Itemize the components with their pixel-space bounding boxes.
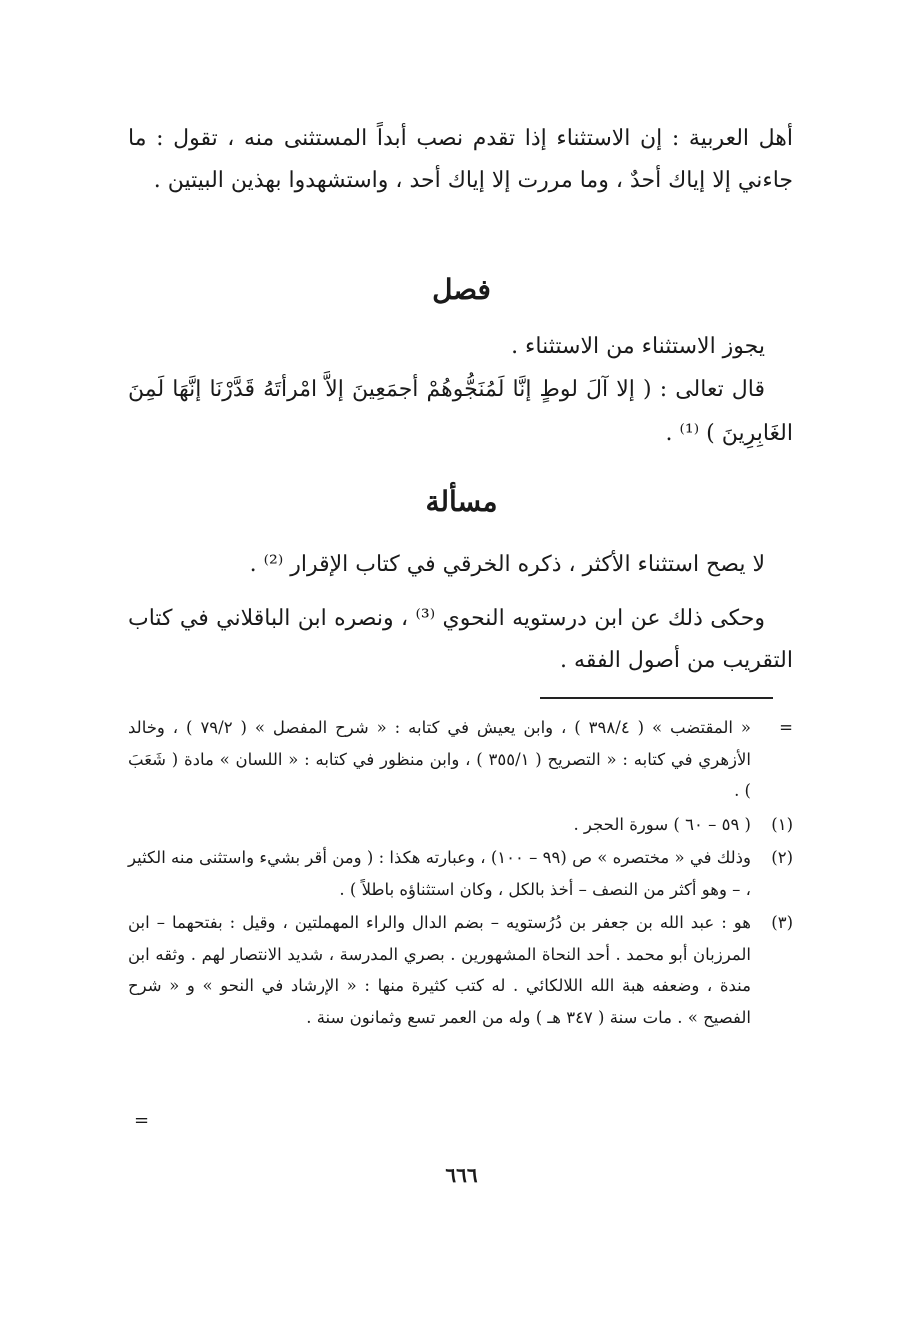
footnote-marker: (٣) <box>771 913 793 932</box>
footnote-marker: (١) <box>771 814 793 834</box>
footnote-marker: (٢) <box>771 848 793 867</box>
issue-paragraph-1: لا يصح استثناء الأكثر ، ذكره الخرقي في كتاب الإقرار ⁽²⁾ . <box>249 552 765 577</box>
footnote-continued <box>128 712 793 807</box>
footnote-divider <box>540 697 773 699</box>
footnote-marker: = <box>779 718 793 737</box>
issue-paragraph-2: وحكى ذلك عن ابن درستويه النحوي ⁽³⁾ ، ونصره ابن الباقلاني في كتاب التقريب من أصول الفقه . <box>128 606 793 673</box>
section-heading: فصل <box>432 273 491 306</box>
page-number: ٦٦٦ <box>445 1163 478 1187</box>
issue-heading: مسألة <box>425 485 498 518</box>
continuation-mark: = <box>134 1110 150 1131</box>
section-paragraph-1: يجوز الاستثناء من الاستثناء . <box>511 334 765 359</box>
footnote-text: ( ٥٩ – ٦٠ ) سورة الحجر . <box>573 814 751 834</box>
footnote-text: هو : عبد الله بن جعفر بن دُرُستويه – بضم الدال والراء المهملتين ، وقيل : بفتحهما – ابن المرزبان أبو محمد . أحد النحاة المشهورين . بصري المدرسة ، شديد الانتصار لهم . وثقه ابن مندة ، وضعفه هبة الله اللالكائي . له كتب كثيرة منها : « الإرشاد في النحو » و « شرح الفصيح » . مات سنة ( ٣٤٧ هـ ) وله من العمر تسع وثمانون سنة . <box>128 913 751 1027</box>
footnote-2 <box>128 842 793 905</box>
footnote-1 <box>128 809 793 841</box>
footnote-text: « المقتضب » ( ٣٩٨/٤ ) ، وابن يعيش في كتابه : « شرح المفصل » ( ٧٩/٢ ) ، وخالد الأزهري في كتابه : « التصريح ( ٣٥٥/١ ) ، وابن منظور في كتابه : « اللسان » مادة ( شَعَبَ ) . <box>128 718 752 800</box>
footnote-text: وذلك في « مختصره » ص (٩٩ – ١٠٠) ، وعبارته هكذا : ( ومن أقر بشيء واستثنى منه الكثير ، – وهو أكثر من النصف – أخذ بالكل ، وكان استثناؤه باطلاً ) . <box>128 848 751 899</box>
footnotes-section <box>128 712 793 1035</box>
intro-paragraph: أهل العربية : إن الاستثناء إذا تقدم نصب أبداً المستثنى منه ، تقول : ما جاءني إلا إياك أحدٌ ، وما مررت إلا إياك أحد ، واستشهدوا بهذين البيتين . <box>128 126 793 193</box>
footnote-3 <box>128 907 793 1033</box>
section-paragraph-2: قال تعالى : ( إلا آلَ لوطٍ إنَّا لَمُنَجُّوهُمْ أجمَعِينَ إلاَّ امْرأتَهُ قَدَّرْنَا إنَّهَا لَمِنَ الغَابِرِينَ ) ⁽¹⁾ . <box>128 377 793 446</box>
